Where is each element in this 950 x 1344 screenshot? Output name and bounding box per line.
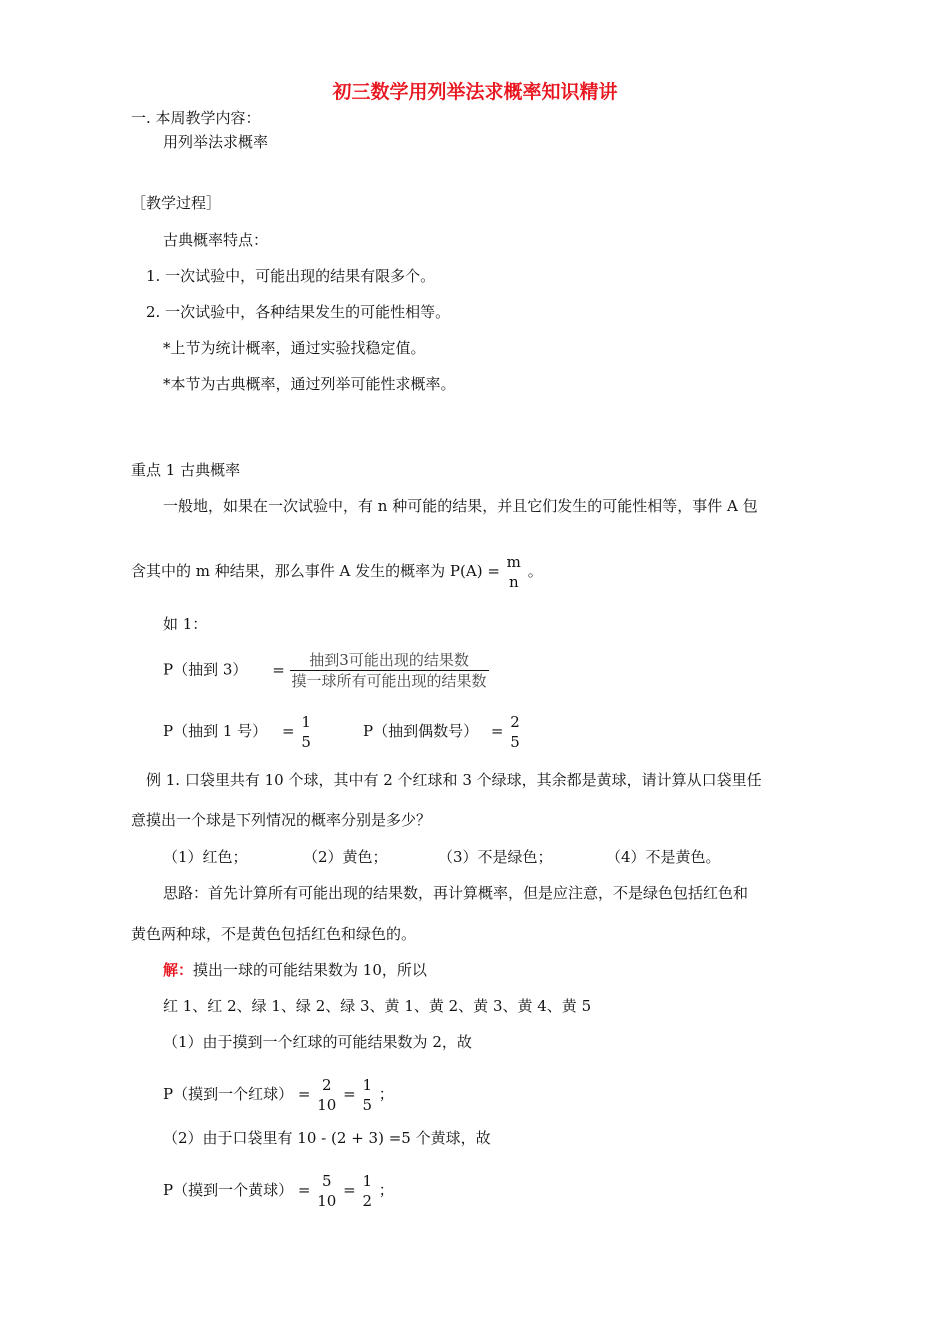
solution-list: 红 1、红 2、绿 1、绿 2、绿 3、黄 1、黄 2、黄 3、黄 4、黄 5	[163, 997, 592, 1015]
prob-red-numerator-1: 2	[322, 1076, 332, 1094]
example-prob-2-eq: =	[490, 722, 504, 740]
solution-step-2-suffix: 个黄球，故	[415, 1129, 491, 1147]
prob-yellow-eq-2: =	[343, 1181, 356, 1199]
section-content: 用列举法求概率	[163, 133, 269, 151]
example-prob-2	[363, 712, 522, 752]
thinking-line-2: 黄色两种球，不是黄色包括红色和绿色的。	[131, 925, 417, 943]
prob-red-fraction-2	[360, 1075, 374, 1115]
key1-para-2-suffix: 。	[527, 562, 543, 580]
example-prob-2-lhs: P（抽到偶数号）	[363, 722, 479, 740]
formula-numerator: m	[506, 553, 521, 571]
prob-yellow-lhs: P（摸到一个黄球）	[163, 1181, 294, 1199]
example-prob-1-eq: =	[281, 722, 295, 740]
solution-label: 解：	[163, 961, 194, 979]
example-formula	[163, 650, 489, 691]
prob-yellow-numerator-1: 5	[322, 1172, 332, 1190]
page-title: 初三数学用列举法求概率知识精讲	[332, 81, 618, 103]
solution-step-1: （1）由于摸到一个红球的可能结果数为 2，故	[163, 1033, 472, 1051]
example1-q1: （1）红色；	[163, 848, 248, 866]
example1-q2: （2）黄色；	[303, 848, 388, 866]
formula-fraction	[505, 552, 523, 592]
prob-yellow-fraction-1	[315, 1171, 338, 1211]
example-prob-1-lhs: P（抽到 1 号）	[163, 722, 268, 740]
example-prob-1-denominator: 5	[301, 733, 311, 751]
solution-line-1	[163, 960, 427, 980]
example1-line-1: 例 1. 口袋里共有 10 个球，其中有 2 个红球和 3 个绿球，其余都是黄球，请计算从口袋里任	[146, 771, 762, 789]
prob-yellow-denominator-2: 2	[362, 1192, 373, 1210]
example-formula-lhs: P（抽到 3）	[163, 660, 248, 679]
prob-red-denominator-2: 5	[362, 1096, 373, 1114]
prob-yellow-end: ；	[378, 1181, 394, 1199]
solution-step-2-expr: (2 + 3) =5	[331, 1129, 411, 1147]
solution-step-2-prefix: （2）由于口袋里有 10 -	[163, 1129, 327, 1147]
prob-yellow-fraction-2	[360, 1171, 374, 1211]
example-prob-2-denominator: 5	[510, 733, 520, 751]
prob-red	[163, 1075, 394, 1115]
example-prob-1-fraction	[299, 712, 313, 752]
process-heading: ［教学过程］	[131, 194, 222, 212]
prob-red-fraction-1	[315, 1075, 338, 1115]
solution-text: 摸出一球的可能结果数为 10，所以	[193, 961, 427, 979]
prob-red-eq-1: =	[297, 1085, 311, 1103]
prob-red-eq-2: =	[343, 1085, 356, 1103]
feature-note-2: *本节为古典概率，通过列举可能性求概率。	[163, 375, 456, 393]
example-prob-2-fraction	[508, 712, 522, 752]
section-heading: 一. 本周教学内容：	[131, 109, 261, 127]
example-prob-1	[163, 712, 313, 752]
example-formula-fraction	[290, 650, 489, 691]
example1-q4: （4）不是黄色。	[606, 848, 721, 866]
key1-heading: 重点 1 古典概率	[131, 461, 241, 479]
example-prob-2-numerator: 2	[510, 713, 520, 731]
prob-yellow-eq-1: =	[297, 1181, 311, 1199]
example1-q3: （3）不是绿色；	[438, 848, 553, 866]
prob-red-numerator-2: 1	[362, 1076, 373, 1094]
key1-para-2	[131, 552, 543, 592]
feature-item-1: 1. 一次试验中，可能出现的结果有限多个。	[146, 267, 436, 285]
example-formula-numerator: 抽到3可能出现的结果数	[290, 650, 489, 671]
features-heading: 古典概率特点：	[163, 231, 269, 249]
formula-denominator: n	[508, 573, 519, 591]
prob-yellow-denominator-1: 10	[317, 1192, 337, 1210]
thinking-line-1: 思路：首先计算所有可能出现的结果数，再计算概率，但是应注意，不是绿色包括红色和	[163, 884, 749, 902]
example-formula-eq: =	[272, 660, 285, 679]
prob-red-denominator-1: 10	[317, 1096, 337, 1114]
key1-para-1: 一般地，如果在一次试验中，有 n 种可能的结果，并且它们发生的可能性相等，事件 A 包	[163, 497, 758, 515]
example1-line-2: 意摸出一个球是下列情况的概率分别是多少？	[131, 811, 432, 829]
example-prob-1-numerator: 1	[301, 713, 311, 731]
example-formula-denominator: 摸一球所有可能出现的结果数	[291, 672, 487, 690]
feature-note-1: *上节为统计概率，通过实验找稳定值。	[163, 339, 426, 357]
solution-step-2	[163, 1128, 491, 1148]
prob-red-lhs: P（摸到一个红球）	[163, 1085, 294, 1103]
prob-yellow-numerator-2: 1	[362, 1172, 373, 1190]
example-intro: 如 1：	[163, 615, 208, 633]
formula-lhs: P(A) =	[449, 562, 500, 580]
feature-item-2: 2. 一次试验中，各种结果发生的可能性相等。	[146, 303, 451, 321]
prob-yellow	[163, 1171, 394, 1211]
prob-red-end: ；	[378, 1085, 394, 1103]
key1-para-2-prefix: 含其中的 m 种结果，那么事件 A 发生的概率为	[131, 562, 446, 580]
